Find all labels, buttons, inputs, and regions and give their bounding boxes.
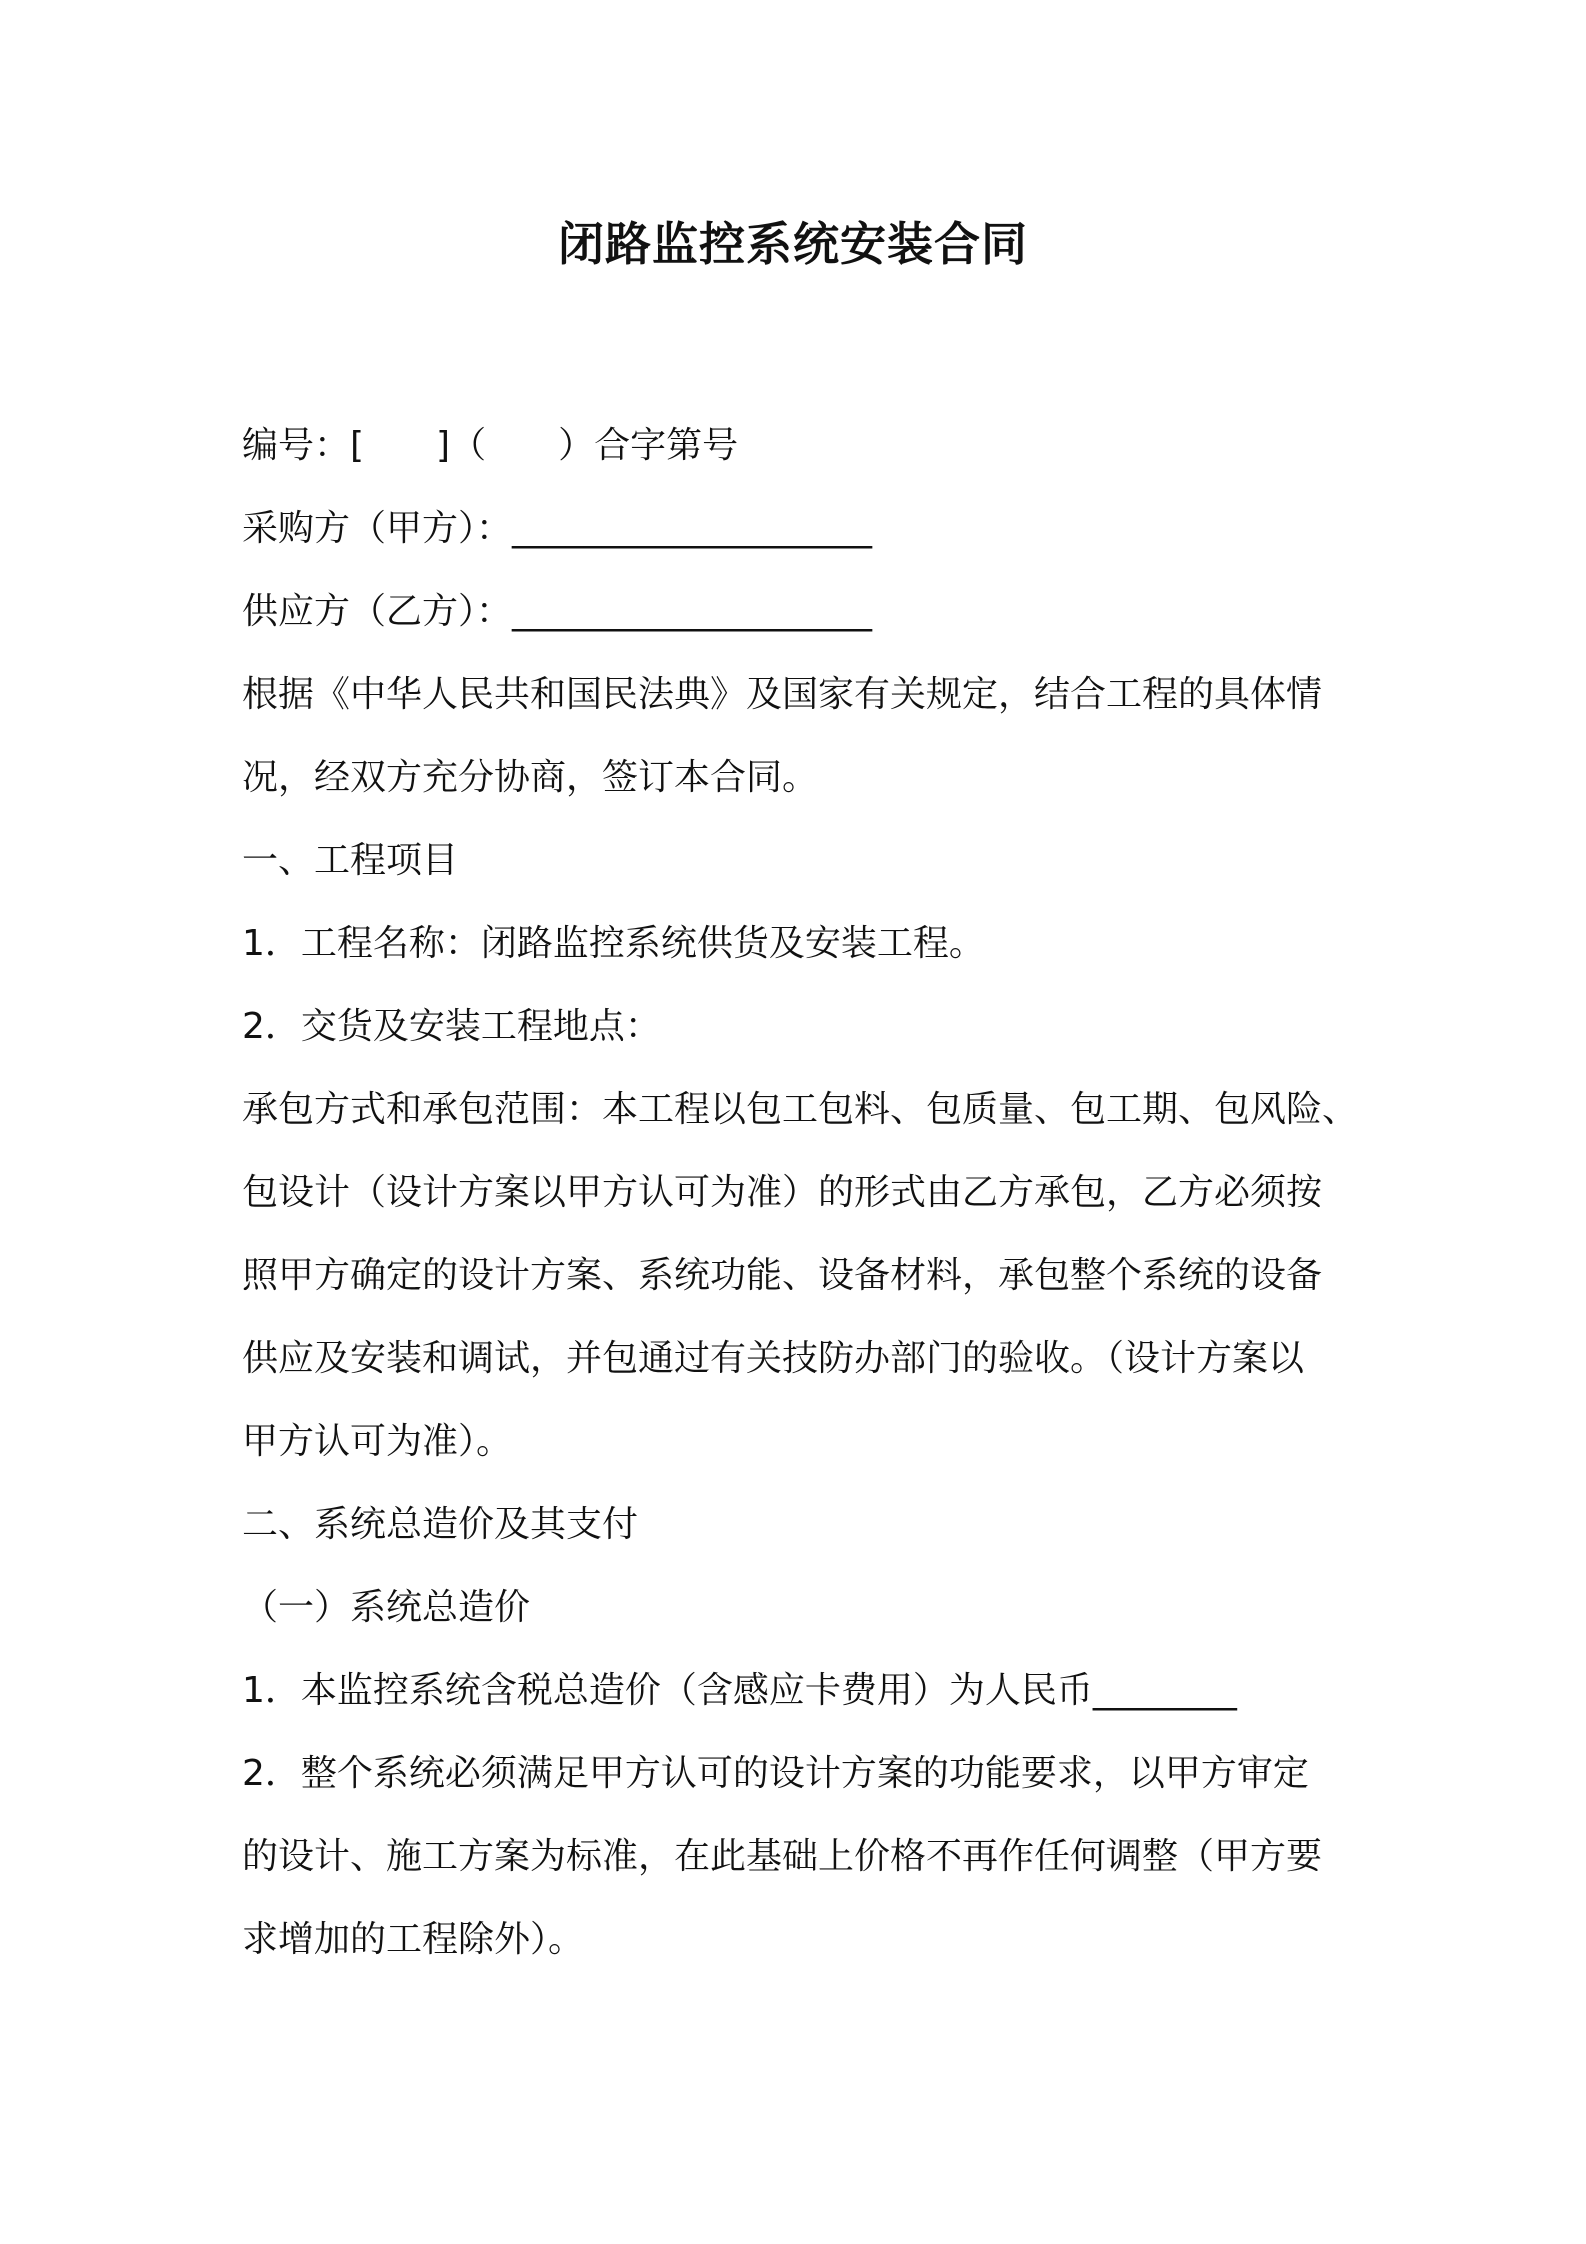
price-clause-2-line-3: 求增加的工程除外）。 xyxy=(242,1919,585,1960)
price-clause-1: 1．本监控系统含税总造价（含感应卡费用）为人民币________ xyxy=(242,1670,1237,1711)
scope-line-2: 包设计（设计方案以甲方认可为准）的形式由乙方承包，乙方必须按 xyxy=(242,1172,1323,1213)
section-heading-price: 二、系统总造价及其支付 xyxy=(242,1504,639,1545)
scope-line-4: 供应及安装和调试，并包通过有关技防办部门的验收。（设计方案以 xyxy=(242,1338,1305,1379)
buyer-line: 采购方（甲方）：____________________ xyxy=(242,508,873,549)
preamble-line-2: 况，经双方充分协商，签订本合同。 xyxy=(242,757,819,798)
contract-number-line: 编号：[ ]（ ）合字第号 xyxy=(242,425,739,466)
section-heading-project: 一、工程项目 xyxy=(242,840,459,881)
scope-line-5: 甲方认可为准）。 xyxy=(242,1421,513,1462)
price-clause-2-line-1: 2．整个系统必须满足甲方认可的设计方案的功能要求，以甲方审定 xyxy=(242,1753,1309,1794)
location-line: 2．交货及安装工程地点： xyxy=(242,1006,661,1047)
scope-line-3: 照甲方确定的设计方案、系统功能、设备材料，承包整个系统的设备 xyxy=(242,1255,1323,1296)
supplier-line: 供应方（乙方）：____________________ xyxy=(242,591,873,632)
subsection-heading-total-price: （一）系统总造价 xyxy=(242,1587,531,1628)
project-name-line: 1．工程名称：闭路监控系统供货及安装工程。 xyxy=(242,923,985,964)
price-clause-2-line-2: 的设计、施工方案为标准，在此基础上价格不再作任何调整（甲方要 xyxy=(242,1836,1323,1877)
document-title: 闭路监控系统安装合同 xyxy=(558,217,1028,271)
document-body xyxy=(242,404,1360,1962)
preamble-line-1: 根据《中华人民共和国民法典》及国家有关规定，结合工程的具体情 xyxy=(242,674,1323,715)
scope-line-1: 承包方式和承包范围：本工程以包工包料、包质量、包工期、包风险、 xyxy=(242,1089,1359,1130)
